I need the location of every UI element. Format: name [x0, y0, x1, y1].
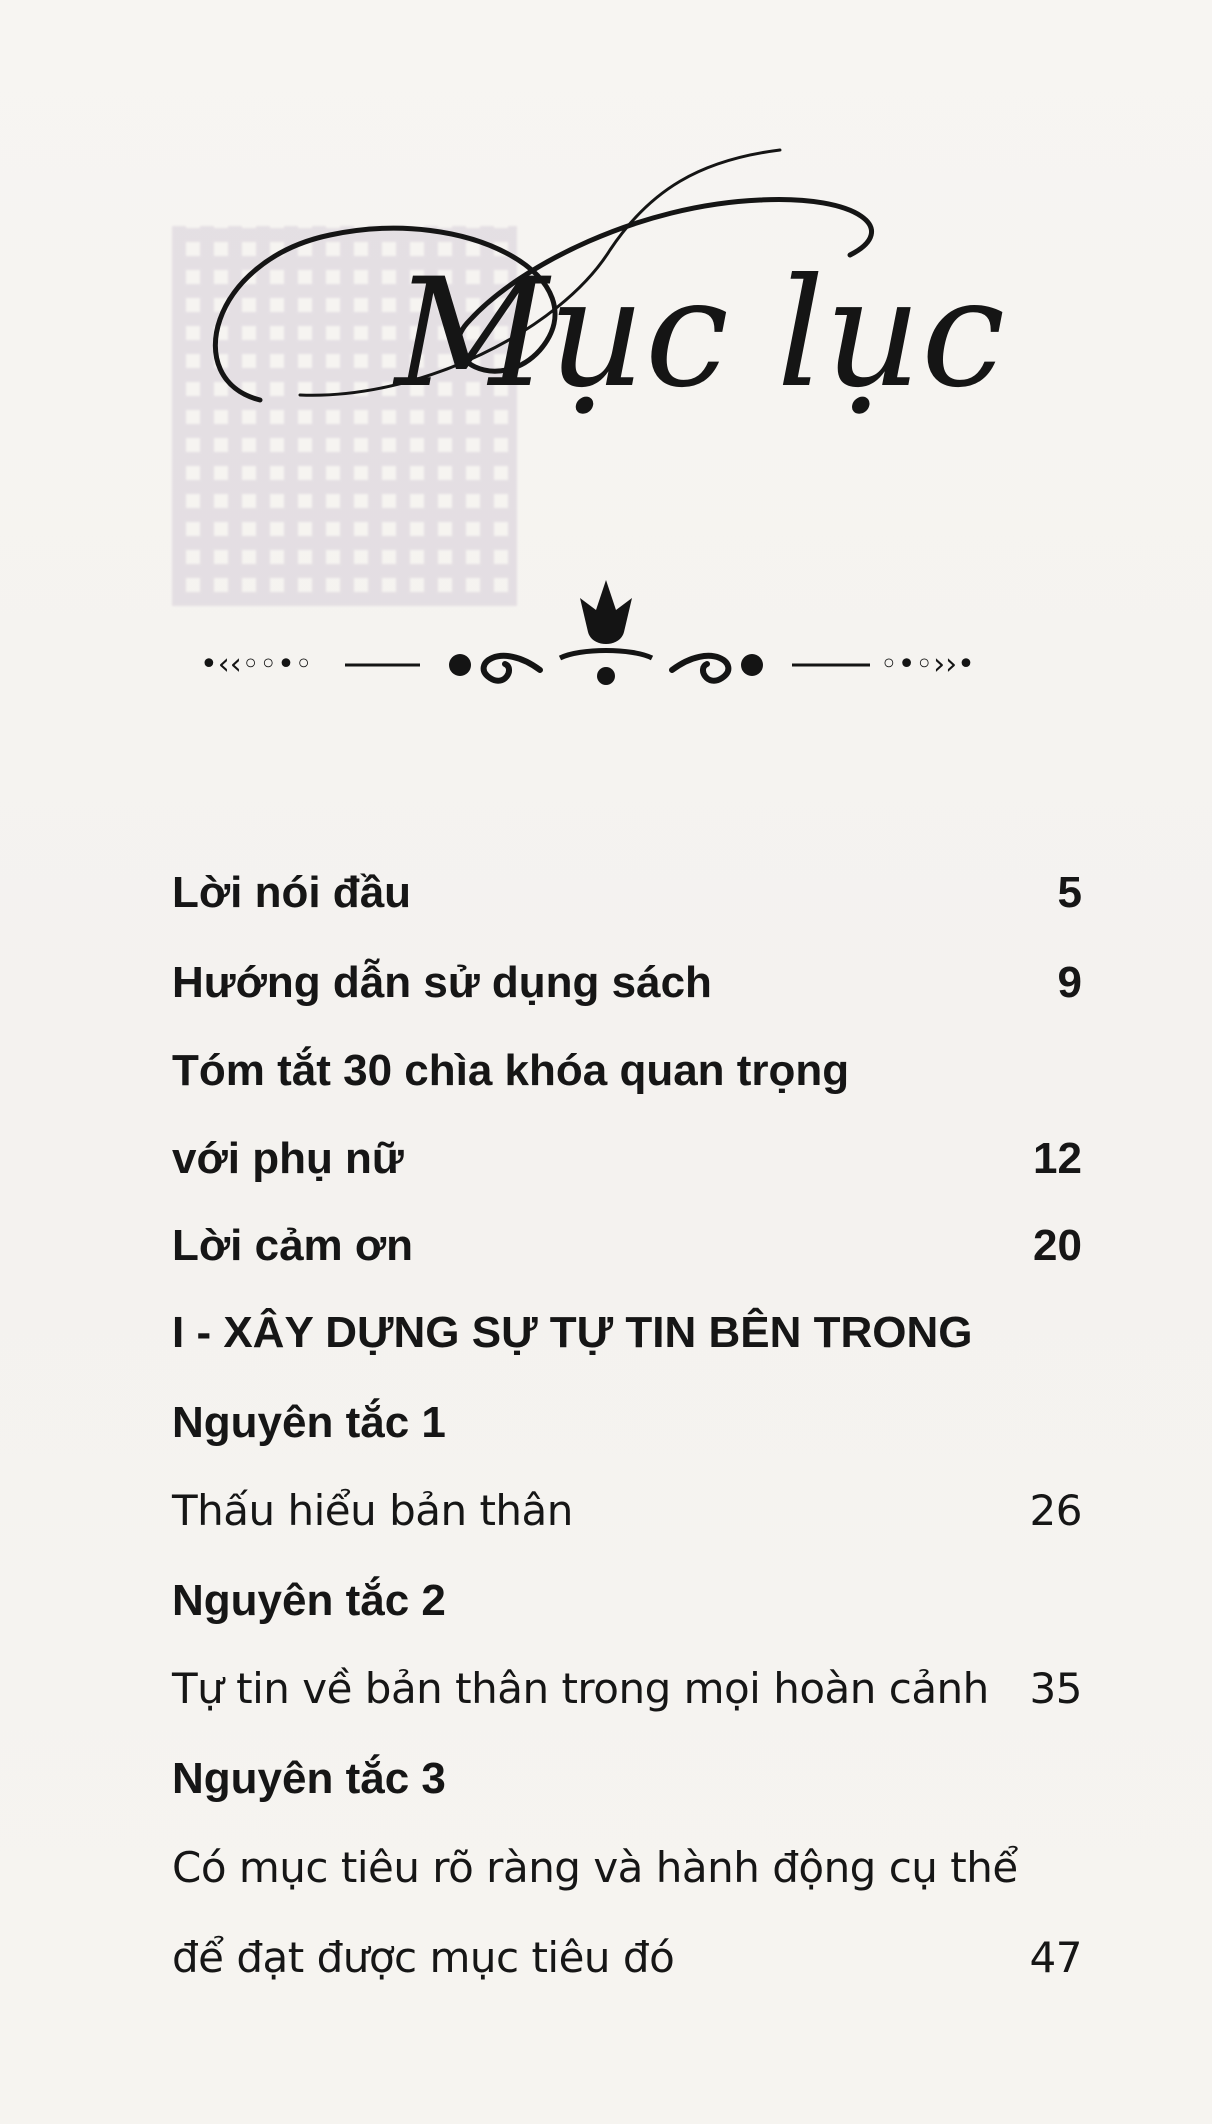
- toc-entry-label: Tự tin về bản thân trong mọi hoàn cảnh: [172, 1664, 989, 1713]
- toc-entry-page-number: 47: [1029, 1933, 1082, 1982]
- toc-entry-label: Lời nói đầu: [172, 868, 412, 917]
- toc-entry-label: I - XÂY DỰNG SỰ TỰ TIN BÊN TRONG: [172, 1308, 973, 1357]
- heading-title-svg: [0, 0, 1212, 460]
- toc-entry: [172, 1046, 1082, 1096]
- toc-entry-label: Hướng dẫn sử dụng sách: [172, 958, 712, 1007]
- toc-entry-label: Tóm tắt 30 chìa khóa quan trọng: [172, 1046, 850, 1095]
- toc-entry: [172, 1308, 1082, 1358]
- toc-entry-page-number: 12: [1033, 1134, 1082, 1183]
- left-chevrons: •‹‹◦◦•◦: [200, 647, 313, 682]
- toc-entry-page-number: 26: [1029, 1486, 1082, 1535]
- toc-entry-label: Nguyên tắc 1: [172, 1398, 446, 1447]
- toc-entry-label: Thấu hiểu bản thân: [172, 1486, 573, 1535]
- toc-entry-label: Nguyên tắc 2: [172, 1576, 446, 1625]
- toc-entry-label: Nguyên tắc 3: [172, 1754, 446, 1803]
- toc-entry-page-number: 9: [1057, 958, 1082, 1007]
- sun-icon-right: [741, 654, 763, 676]
- toc-entry-page-number: 5: [1057, 868, 1082, 917]
- page-title: Mục lục: [394, 247, 1006, 421]
- toc-entry: [172, 1843, 1082, 1892]
- toc-entry: [172, 958, 1082, 1008]
- toc-entry: [172, 1134, 1082, 1184]
- toc-entry: [172, 868, 1082, 918]
- toc-entry: [172, 1933, 1082, 1982]
- toc-entry-page-number: 35: [1029, 1664, 1082, 1713]
- toc-entry: [172, 1486, 1082, 1535]
- toc-entry-label: với phụ nữ: [172, 1134, 404, 1183]
- toc-entry: [172, 1754, 1082, 1804]
- toc-entry: [172, 1576, 1082, 1626]
- sun-icon-left: [449, 654, 471, 676]
- toc-entry: [172, 1398, 1082, 1448]
- tulip-icon: [580, 580, 632, 644]
- ornament-divider: [0, 560, 1212, 700]
- toc-entry: [172, 1664, 1082, 1713]
- toc-entry-label: Lời cảm ơn: [172, 1221, 414, 1270]
- toc-entry: [172, 1221, 1082, 1271]
- toc-entry-page-number: 20: [1033, 1221, 1082, 1270]
- toc-entry-label: để đạt được mục tiêu đó: [172, 1933, 675, 1982]
- toc-entry-label: Có mục tiêu rõ ràng và hành động cụ thể: [172, 1843, 1018, 1892]
- right-chevrons: ◦•◦››•: [880, 647, 975, 682]
